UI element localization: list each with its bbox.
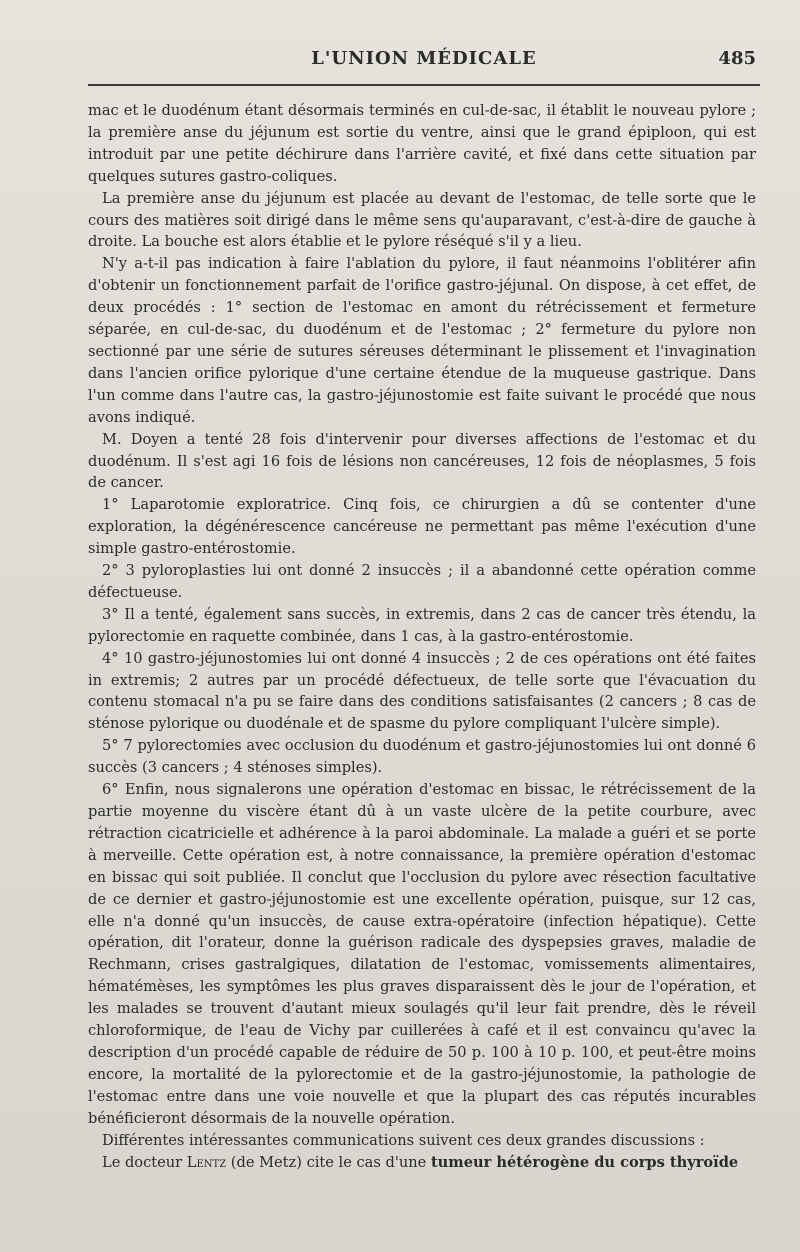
- last-paragraph-lead: Le docteur: [102, 1153, 187, 1171]
- paragraph: 3° Il a tenté, également sans succès, in extremis, dans 2 cas de cancer très étendu, la pylorectomie en raquette combinée, dans 1 cas, à la gastro-entérostomie.: [88, 605, 756, 645]
- paragraph: mac et le duodénum étant désormais terminés en cul-de-sac, il établit le nouveau pylore ; la première anse du jéjunum est sortie du ventre, ainsi que le grand épiploon, qui est introduit par une petite déchirure dans l'arrière cavité, et fixé dans cette situation par quelques sutures gastro-coliques.: [88, 102, 756, 185]
- last-paragraph-bold: tumeur hétérogène du corps thyroïde: [430, 1153, 739, 1171]
- paragraph: N'y a-t-il pas indication à faire l'ablation du pylore, il faut néanmoins l'oblitérer afin d'obtenir un fonctionnement parfait de l'orifice gastro-jéjunal. On dispose, à cet effet, de deux procédés : 1° section de l'estomac en amont du rétrécissement et fermeture séparée, en cul-de-sac, du duodénum et de l'estomac ; 2° fermeture du pylore non sectionné par une série de sutures séreuses déterminant le plissement et l'invagination dans l'ancien orifice pylorique d'une certaine étendue de la muqueuse gastrique. Dans l'un comme dans l'autre cas, la gastro-jéjunostomie est faite suivant le procédé que nous avons indiqué.: [88, 255, 756, 426]
- last-paragraph: [88, 1152, 756, 1174]
- running-title: L'UNION MÉDICALE: [311, 48, 537, 69]
- paragraph: 1° Laparotomie exploratrice. Cinq fois, ce chirurgien a dû se contenter d'une exploration, la dégénérescence cancéreuse ne permettant pas même l'exécution d'une simple gastro-entérostomie.: [88, 496, 756, 558]
- page-number: 485: [718, 48, 756, 69]
- paragraph: 2° 3 pyloroplasties lui ont donné 2 insuccès ; il a abandonné cette opération comme défectueuse.: [88, 562, 756, 601]
- header-rule: [88, 84, 760, 86]
- page-header: [88, 48, 760, 78]
- paragraph: M. Doyen a tenté 28 fois d'intervenir pour diverses affections de l'estomac et du duodénum. Il s'est agi 16 fois de lésions non cancéreuses, 12 fois de néoplasmes, 5 fois de cancer.: [88, 430, 756, 492]
- paragraph: 4° 10 gastro-jéjunostomies lui ont donné 4 insuccès ; 2 de ces opérations ont été faites in extremis; 2 autres par un procédé défectueux, de telle sorte que l'évacuation du contenu stomacal n'a pu se faire dans des conditions satisfaisantes (2 cancers ; 8 cas de sténose pylorique ou duodénale et de spasme du pylore compliquant l'ulcère simple).: [88, 649, 756, 733]
- author-name: Lentz: [186, 1153, 227, 1171]
- paragraph: Différentes intéressantes communications suivent ces deux grandes discussions :: [102, 1131, 705, 1149]
- body-text: [88, 100, 756, 1173]
- paragraph: 5° 7 pylorectomies avec occlusion du duodénum et gastro-jéjunostomies lui ont donné 6 succès (3 cancers ; 4 sténoses simples).: [88, 737, 756, 777]
- paragraph: La première anse du jéjunum est placée au devant de l'estomac, de telle sorte que le cours des matières soit dirigé dans le même sens qu'auparavant, c'est-à-dire de gauche à droite. La bouche est alors établie et le pylore réséqué s'il y a lieu.: [88, 189, 756, 251]
- paragraph: 6° Enfin, nous signalerons une opération d'estomac en bissac, le rétrécissement de la partie moyenne du viscère étant dû à un vaste ulcère de la petite courbure, avec rétraction cicatricielle et adhérence à la paroi abdominale. La malade a guéri et se porte à merveille. Cette opération est, à notre connaissance, la première opération d'estomac en bissac qui soit publiée. Il conclut que l'occlusion du pylore avec résection facultative de ce dernier et gastro-jéjunostomie est une excellente opération, puisque, sur 12 cas, elle n'a donné qu'un insuccès, de cause extra-opératoire (infection hépatique). Cette opération, dit l'orateur, donne la guérison radicale des dyspepsies graves, maladie de Rechmann, crises gastralgiques, dilatation de l'estomac, vomissements alimentaires, hématémèses, les symptômes les plus graves disparaissent dès le jour de l'opération, et les malades se trouvent d'autant mieux soulagés qu'il leur fait prendre, dès le réveil chloroformique, de l'eau de Vichy par cuillerées à café et il est convaincu qu'avec la description d'un procédé capable de réduire de 50 p. 100 à 10 p. 100, et peut-être moins encore, la mortalité de la pylorectomie et de la gastro-jéjunostomie, la pathologie de l'estomac entre dans une voie nouvelle et que la plupart des cas réputés incurables bénéficieront désormais de la nouvelle opération.: [88, 781, 756, 1127]
- last-paragraph-middle: (de Metz) cite le cas d'une: [226, 1153, 431, 1171]
